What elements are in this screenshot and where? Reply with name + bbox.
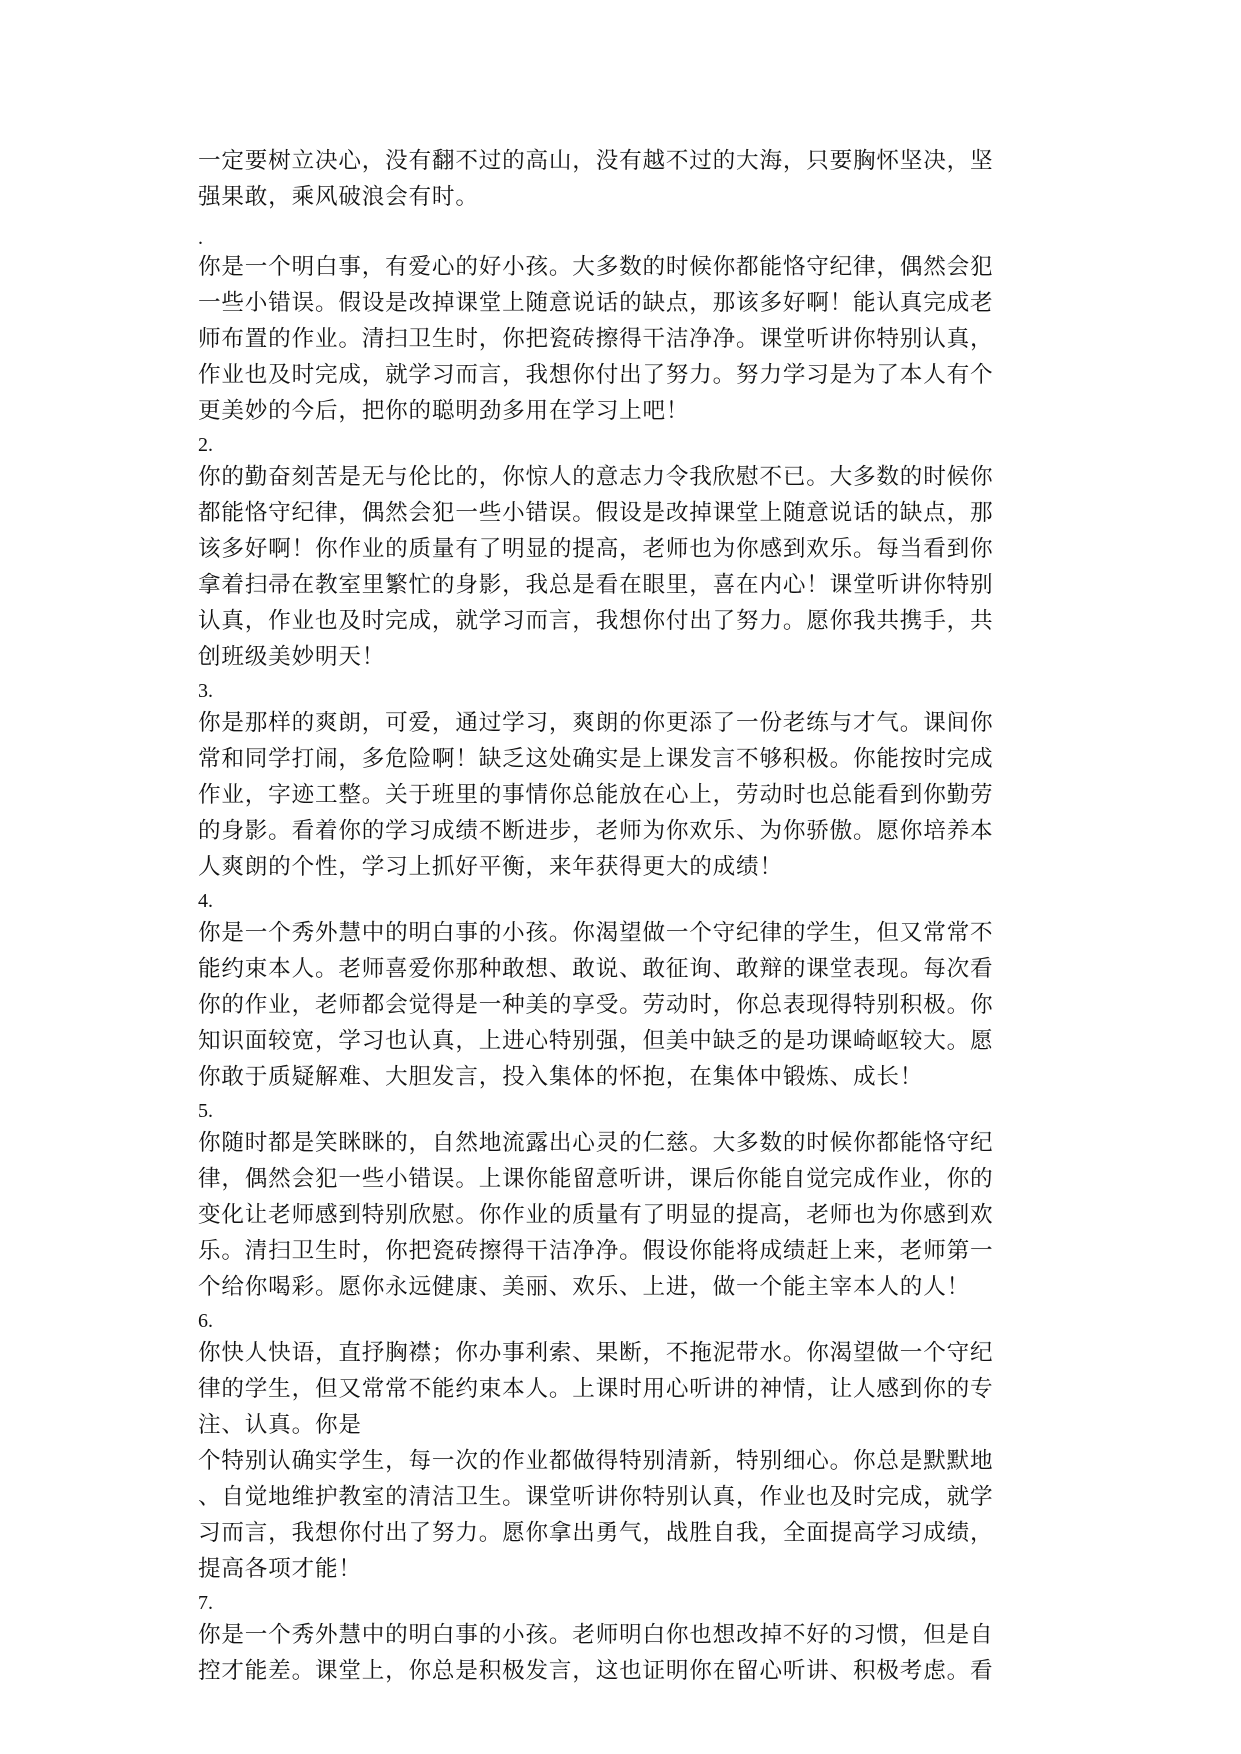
text-line: 强果敢，乘风破浪会有时。 <box>198 184 479 210</box>
text-line: 个给你喝彩。愿你永远健康、美丽、欢乐、上进，做一个能主宰本人的人！ <box>198 1274 970 1300</box>
text-line: 你敢于质疑解难、大胆发言，投入集体的怀抱，在集体中锻炼、成长！ <box>198 1064 924 1090</box>
text-line: 的身影。看着你的学习成绩不断进步，老师为你欢乐、为你骄傲。愿你培养本 <box>198 818 994 844</box>
text-line: 能约束本人。老师喜爱你那种敢想、敢说、敢征询、敢辩的课堂表现。每次看 <box>198 956 994 982</box>
text-line: 控才能差。课堂上，你总是积极发言，这也证明你在留心听讲、积极考虑。看 <box>198 1658 994 1684</box>
text-line: 乐。清扫卫生时，你把瓷砖擦得干洁净净。假设你能将成绩赶上来，老师第一 <box>198 1238 994 1264</box>
text-line: 作业，字迹工整。关于班里的事情你总能放在心上，劳动时也总能看到你勤劳 <box>198 782 994 808</box>
text-line: 拿着扫帚在教室里繁忙的身影，我总是看在眼里，喜在内心！课堂听讲你特别 <box>198 572 994 598</box>
text-line: 你快人快语，直抒胸襟；你办事利索、果断，不拖泥带水。你渴望做一个守纪 <box>198 1340 994 1366</box>
text-line: 你是一个秀外慧中的明白事的小孩。老师明白你也想改掉不好的习惯，但是自 <box>198 1622 994 1648</box>
comment-paragraph <box>198 249 1064 429</box>
comment-entries <box>198 249 1064 1689</box>
entry-number: 5. <box>198 1100 213 1122</box>
text-line: 提高各项才能！ <box>198 1556 362 1582</box>
text-line: 、自觉地维护教室的清洁卫生。课堂听讲你特别认真，作业也及时完成，就学 <box>198 1484 994 1510</box>
text-line: 你是一个秀外慧中的明白事的小孩。你渴望做一个守纪律的学生，但又常常不 <box>198 920 994 946</box>
document-page <box>198 143 1064 1689</box>
text-line: 人爽朗的个性，学习上抓好平衡，来年获得更大的成绩！ <box>198 854 783 880</box>
text-line: 知识面较宽，学习也认真，上进心特别强，但美中缺乏的是功课崎岖较大。愿 <box>198 1028 994 1054</box>
comment-paragraph <box>198 705 1064 885</box>
intro-paragraph <box>198 143 1064 215</box>
text-line: 创班级美妙明天！ <box>198 644 386 670</box>
text-line: 常和同学打闹，多危险啊！缺乏这处确实是上课发言不够积极。你能按时完成 <box>198 746 994 772</box>
text-line: 律，偶然会犯一些小错误。上课你能留意听讲，课后你能自觉完成作业，你的 <box>198 1166 994 1192</box>
entry-number: 3. <box>198 680 213 702</box>
text-line: 注、认真。你是 <box>198 1412 362 1438</box>
text-line: 认真，作业也及时完成，就学习而言，我想你付出了努力。愿你我共携手，共 <box>198 608 994 634</box>
comment-paragraph <box>198 1125 1064 1305</box>
text-line: 你是一个明白事，有爱心的好小孩。大多数的时候你都能恪守纪律，偶然会犯 <box>198 254 994 280</box>
text-line: 你的勤奋刻苦是无与伦比的，你惊人的意志力令我欣慰不已。大多数的时候你 <box>198 464 994 490</box>
comment-paragraph <box>198 1617 1064 1689</box>
text-line: 变化让老师感到特别欣慰。你作业的质量有了明显的提高，老师也为你感到欢 <box>198 1202 994 1228</box>
entry-number: 2. <box>198 434 213 456</box>
comment-paragraph <box>198 1335 1064 1587</box>
text-line: 一定要树立决心，没有翻不过的高山，没有越不过的大海，只要胸怀坚决，坚 <box>198 148 994 174</box>
text-line: 你随时都是笑眯眯的，自然地流露出心灵的仁慈。大多数的时候你都能恪守纪 <box>198 1130 994 1156</box>
text-line: 更美妙的今后，把你的聪明劲多用在学习上吧！ <box>198 398 690 424</box>
text-line: 习而言，我想你付出了努力。愿你拿出勇气，战胜自我，全面提高学习成绩， <box>198 1520 994 1546</box>
text-line: 你是那样的爽朗，可爱，通过学习，爽朗的你更添了一份老练与才气。课间你 <box>198 710 994 736</box>
entry-number: 6. <box>198 1310 213 1332</box>
list-marker: . <box>198 227 203 249</box>
text-line: 一些小错误。假设是改掉课堂上随意说话的缺点，那该多好啊！能认真完成老 <box>198 290 994 316</box>
entry-number: 4. <box>198 890 213 912</box>
text-line: 个特别认确实学生，每一次的作业都做得特别清新，特别细心。你总是默默地 <box>198 1448 994 1474</box>
text-line: 该多好啊！你作业的质量有了明显的提高，老师也为你感到欢乐。每当看到你 <box>198 536 994 562</box>
comment-paragraph <box>198 915 1064 1095</box>
text-line: 师布置的作业。清扫卫生时，你把瓷砖擦得干洁净净。课堂听讲你特别认真， <box>198 326 994 352</box>
text-line: 都能恪守纪律，偶然会犯一些小错误。假设是改掉课堂上随意说话的缺点，那 <box>198 500 994 526</box>
text-line: 你的作业，老师都会觉得是一种美的享受。劳动时，你总表现得特别积极。你 <box>198 992 994 1018</box>
entry-number: 7. <box>198 1592 213 1614</box>
text-line: 律的学生，但又常常不能约束本人。上课时用心听讲的神情，让人感到你的专 <box>198 1376 994 1402</box>
text-line: 作业也及时完成，就学习而言，我想你付出了努力。努力学习是为了本人有个 <box>198 362 994 388</box>
comment-paragraph <box>198 459 1064 675</box>
